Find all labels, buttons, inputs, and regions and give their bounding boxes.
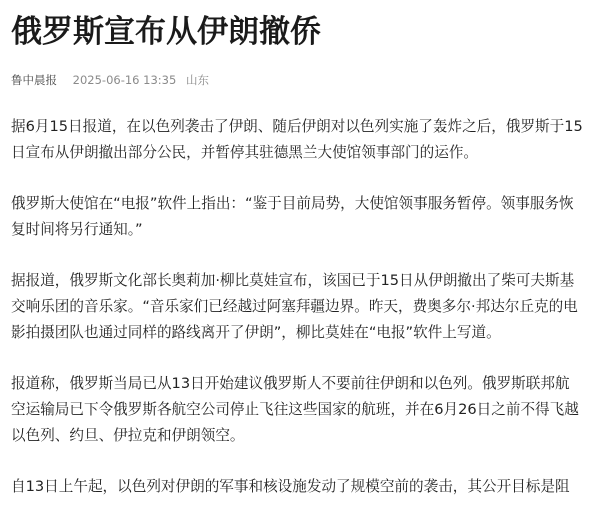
paragraph-line: 俄罗斯大使馆在“电报”软件上指出：“鉴于目前局势，大使馆领事服务暂停。领事服务恢 — [11, 195, 574, 212]
paragraph-1 — [11, 114, 603, 166]
paragraph-line: 复时间将另行通知。” — [11, 221, 143, 238]
paragraph-5 — [11, 474, 603, 500]
paragraph-line: 以色列、约旦、伊拉克和伊朗领空。 — [11, 427, 245, 444]
paragraph-line: 自13日上午起，以色列对伊朗的军事和核设施发动了规模空前的袭击，其公开目标是阻 — [11, 478, 570, 495]
paragraph-4 — [11, 371, 603, 449]
article-body — [11, 114, 603, 500]
paragraph-line: 交响乐团的音乐家。“音乐家们已经越过阿塞拜疆边界。昨天，费奥多尔·邦达尔丘克的电 — [11, 298, 578, 315]
article — [11, 0, 603, 525]
paragraph-line: 据6月15日报道，在以色列袭击了伊朗、随后伊朗对以色列实施了轰炸之后，俄罗斯于15 — [11, 118, 583, 135]
paragraph-3 — [11, 268, 603, 346]
paragraph-line: 报道称，俄罗斯当局已从13日开始建议俄罗斯人不要前往伊朗和以色列。俄罗斯联邦航 — [11, 375, 570, 392]
publish-time: 2025-06-16 13:35 — [72, 73, 177, 87]
source-name[interactable]: 鲁中晨报 — [11, 73, 57, 87]
paragraph-line: 影拍摄团队也通过同样的路线离开了伊朗”，柳比莫娃在“电报”软件上写道。 — [11, 324, 501, 341]
article-meta — [11, 72, 603, 88]
paragraph-line: 日宣布从伊朗撤出部分公民，并暂停其驻德黑兰大使馆领事部门的运作。 — [11, 144, 479, 161]
paragraph-line: 据报道，俄罗斯文化部长奥莉加·柳比莫娃宣布，该国已于15日从伊朗撤出了柴可夫斯基 — [11, 272, 575, 289]
article-title: 俄罗斯宣布从伊朗撤侨 — [11, 14, 321, 50]
paragraph-line: 空运输局已下令俄罗斯各航空公司停止飞往这些国家的航班，并在6月26日之前不得飞越 — [11, 401, 579, 418]
publish-location: 山东 — [185, 73, 209, 87]
paragraph-2 — [11, 191, 603, 243]
